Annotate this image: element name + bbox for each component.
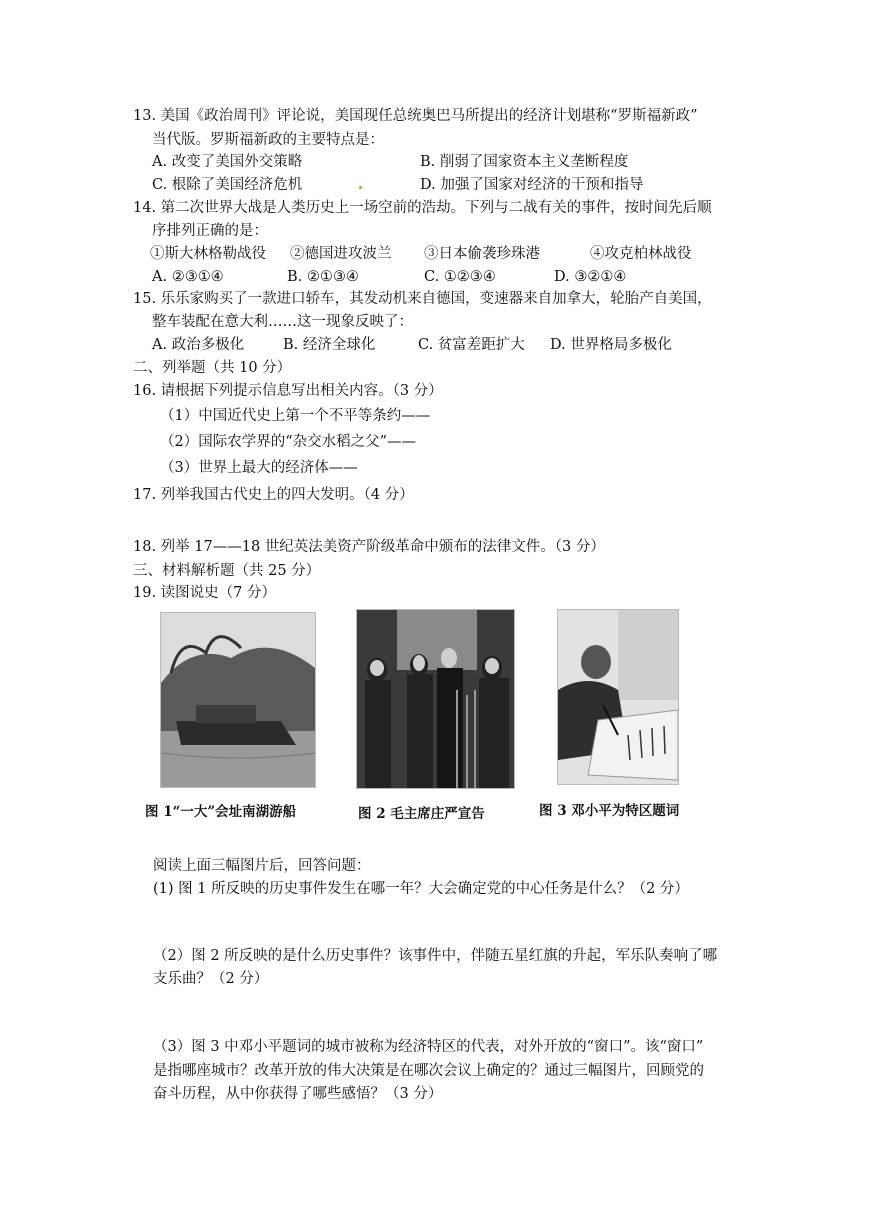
q16-stem: 16. 请根据下列提示信息写出相关内容。（3 分）	[133, 383, 443, 399]
q19-part-3-line3: 奋斗历程，从中你获得了哪些感悟？（3 分）	[153, 1086, 443, 1102]
stray-dot	[359, 186, 362, 189]
q14-stem-line1: 14. 第二次世界大战是人类历史上一场空前的浩劫。下列与二战有关的事件，按时间先后顺	[133, 200, 712, 216]
q16-item-1: （1）中国近代史上第一个不平等条约——	[160, 408, 431, 424]
q13-option-b: B. 削弱了国家资本主义垄断程度	[420, 154, 629, 170]
q16-item-3: （3）世界上最大的经济体——	[160, 460, 358, 476]
q14-event-3: ③日本偷袭珍珠港	[424, 246, 540, 262]
q19-intro: 阅读上面三幅图片后，回答问题：	[153, 858, 371, 874]
q13-option-a: A. 改变了美国外交策略	[152, 154, 303, 170]
q14-event-2: ②德国进攻波兰	[290, 246, 392, 262]
section-2-heading: 二、列举题（共 10 分）	[133, 360, 292, 376]
q17-stem: 17. 列举我国古代史上的四大发明。（4 分）	[133, 487, 414, 503]
figure-3-caption: 图 3 邓小平为特区题词	[539, 803, 680, 819]
q14-event-1: ①斯大林格勒战役	[150, 246, 266, 262]
figure-2-chairman-mao-proclamation-photo	[356, 609, 515, 789]
q15-option-b: B. 经济全球化	[283, 337, 376, 353]
q15-stem-line1: 15. 乐乐家购买了一款进口轿车，其发动机来自德国，变速器来自加拿大，轮胎产自美国，	[133, 291, 712, 307]
q13-option-c: C. 根除了美国经济危机	[152, 177, 303, 193]
section-3-heading: 三、材料解析题（共 25 分）	[133, 563, 321, 579]
figure-1-caption: 图 1“一大”会址南湖游船	[145, 804, 297, 820]
q19-stem: 19. 读图说史（7 分）	[133, 585, 277, 601]
q19-part-3-line2: 是指哪座城市？改革开放的伟大决策是在哪次会议上确定的？通过三幅图片，回顾党的	[153, 1063, 704, 1079]
q19-part-2-line1: （2）图 2 所反映的是什么历史事件？该事件中，伴随五星红旗的升起，军乐队奏响了哪	[153, 948, 718, 964]
q13-stem-line1: 13. 美国《政治周刊》评论说，美国现任总统奥巴马所提出的经济计划堪称“罗斯福新政”	[133, 108, 698, 124]
q14-event-4: ④攻克柏林战役	[590, 246, 692, 262]
q19-part-2-line2: 支乐曲？（2 分）	[153, 971, 269, 987]
q14-option-c: C. ①②③④	[424, 269, 496, 285]
q15-stem-line2: 整车装配在意大利……这一现象反映了：	[152, 314, 413, 330]
q14-option-a: A. ②③①④	[152, 269, 224, 285]
q14-stem-line2: 序排列正确的是：	[152, 223, 268, 239]
figure-2-caption: 图 2 毛主席庄严宣告	[358, 806, 485, 822]
figure-3-deng-xiaoping-inscription-photo	[557, 609, 679, 785]
q15-option-c: C. 贫富差距扩大	[418, 337, 525, 353]
q13-option-d: D. 加强了国家对经济的干预和指导	[420, 177, 644, 193]
q15-option-a: A. 政治多极化	[152, 337, 245, 353]
q19-part-3-line1: （3）图 3 中邓小平题词的城市被称为经济特区的代表，对外开放的“窗口”。该“窗口”	[153, 1039, 704, 1055]
q14-option-d: D. ③②①④	[554, 269, 627, 285]
q19-part-1: (1) 图 1 所反映的历史事件发生在哪一年？大会确定党的中心任务是什么？（2 分）	[153, 881, 689, 897]
q14-option-b: B. ②①③④	[287, 269, 359, 285]
figure-1-south-lake-boat-photo	[160, 612, 316, 788]
q18-stem: 18. 列举 17——18 世纪英法美资产阶级革命中颁布的法律文件。（3 分）	[133, 539, 605, 555]
q13-stem-line2: 当代版。罗斯福新政的主要特点是：	[152, 132, 384, 148]
q16-item-2: （2）国际农学界的“杂交水稻之父”——	[160, 434, 417, 450]
q15-option-d: D. 世界格局多极化	[550, 337, 672, 353]
